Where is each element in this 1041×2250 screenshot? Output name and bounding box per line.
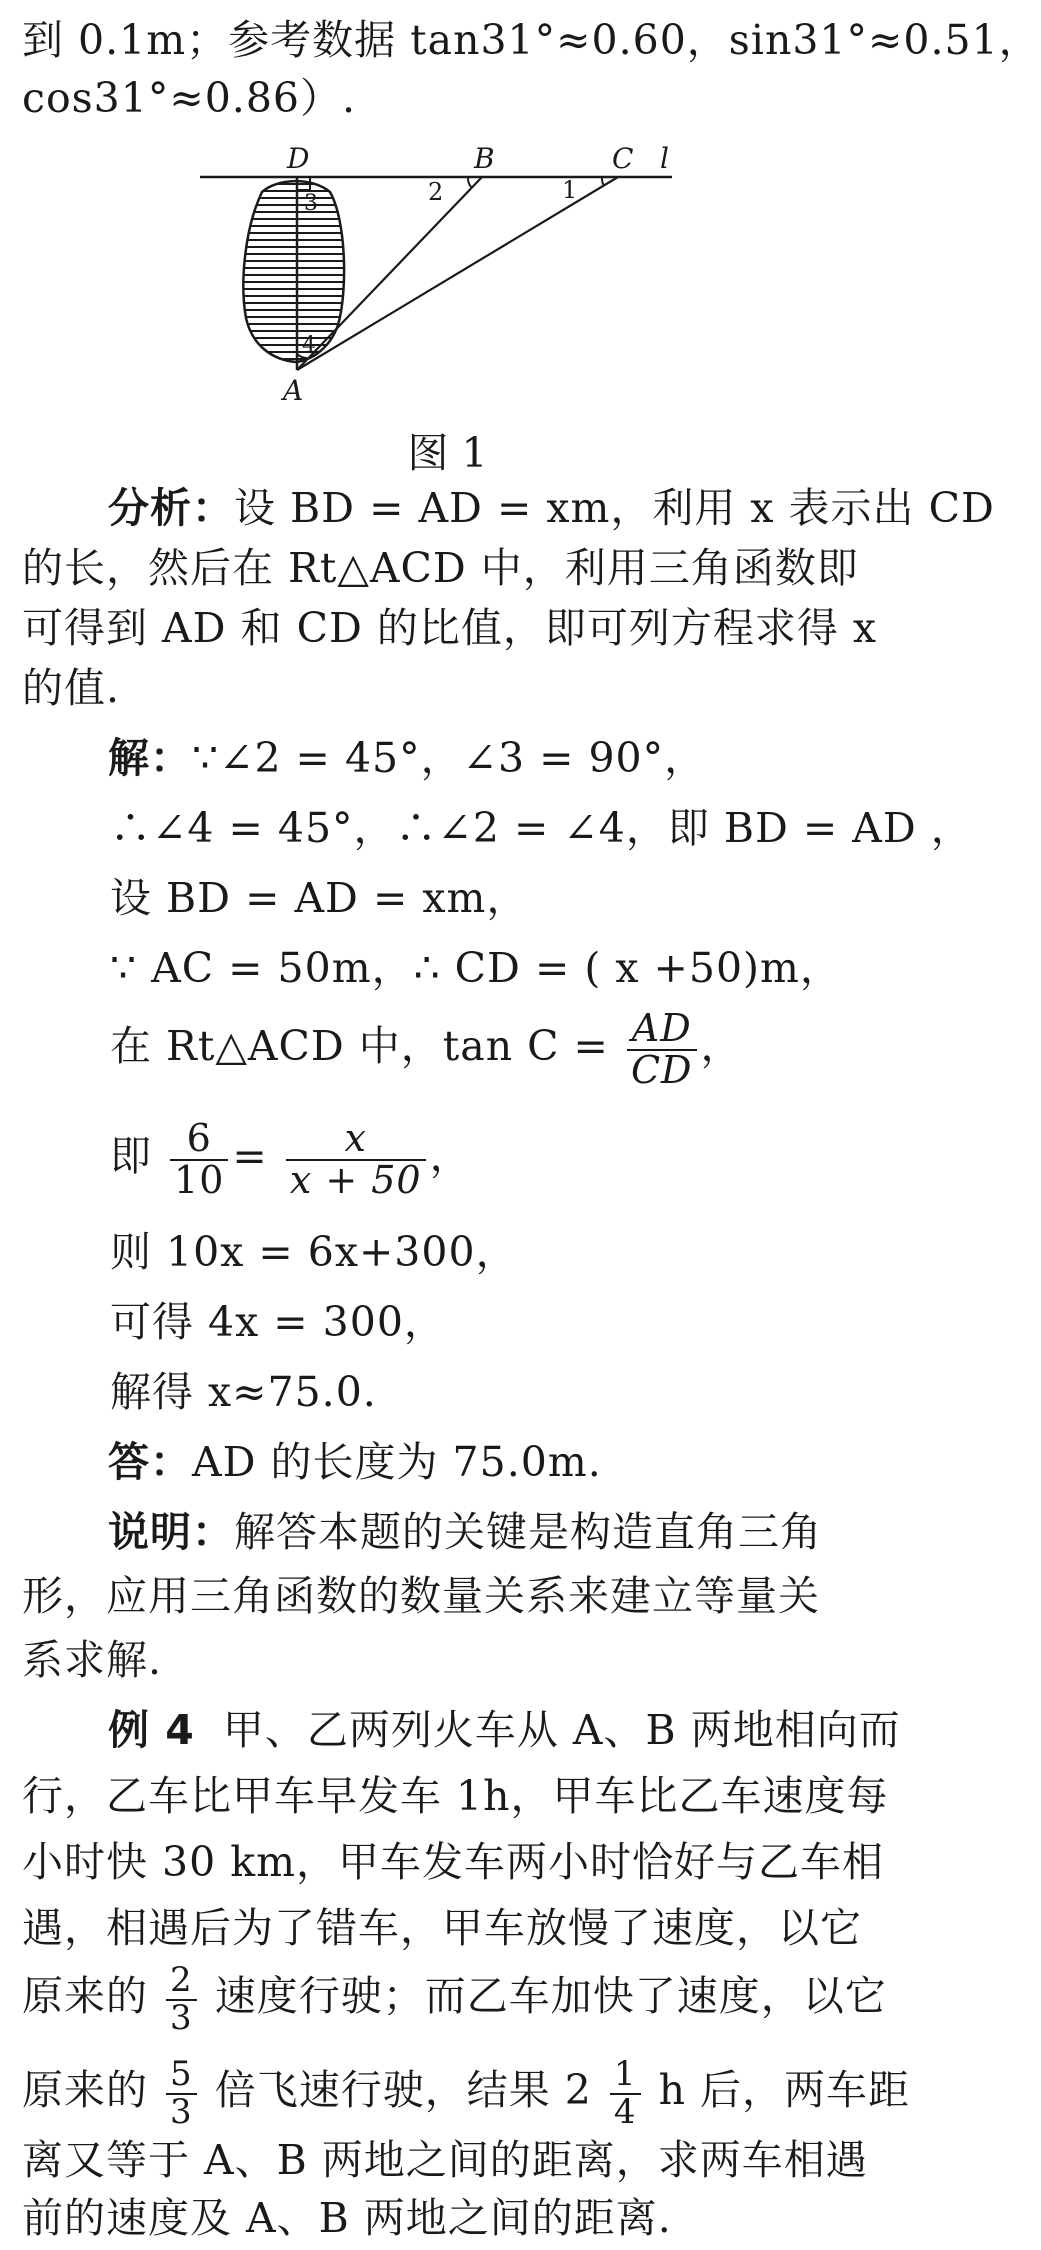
solution-line-3: 设 BD = AD = xm， bbox=[110, 874, 529, 922]
answer-text: AD 的长度为 75.0m. bbox=[192, 1438, 602, 1486]
fraction-5-3-denominator: 3 bbox=[166, 2093, 197, 2131]
note-line-2: 形，应用三角函数的数量关系来建立等量关 bbox=[22, 1572, 820, 1620]
fraction-2-3-denominator: 3 bbox=[166, 1999, 197, 2037]
intro-line-1: 到 0.1m；参考数据 tan31°≈0.60，sin31°≈0.51， bbox=[22, 16, 1041, 64]
label-C: C bbox=[612, 142, 634, 175]
solution-line6-suffix: ， bbox=[429, 1132, 472, 1180]
solution-line6-equals: = bbox=[232, 1132, 268, 1180]
fraction-2-3-numerator: 2 bbox=[170, 1959, 193, 2000]
solution-line-2: ∴∠4 = 45°，∴∠2 = ∠4，即 BD = AD ， bbox=[110, 804, 973, 852]
tan-fraction bbox=[627, 1005, 697, 1092]
fraction-6-10-numerator: 6 bbox=[186, 1115, 212, 1160]
example4-label: 例 4 bbox=[108, 1706, 195, 1754]
tan-fraction-numerator: AD bbox=[631, 1005, 692, 1050]
label-A: A bbox=[283, 374, 304, 407]
example4-line5-prefix: 原来的 bbox=[22, 1972, 148, 2020]
answer-label: 答： bbox=[108, 1438, 192, 1486]
note-line-1 bbox=[108, 1502, 875, 1562]
fraction-1-4-denominator: 4 bbox=[610, 2093, 641, 2131]
solution-line6-prefix: 即 bbox=[110, 1132, 152, 1180]
label-D: D bbox=[287, 142, 310, 175]
example4-line-7: 离又等于 A、B 两地之间的距离，求两车相遇 bbox=[22, 2136, 868, 2184]
fraction-6-10-denominator: 10 bbox=[170, 1159, 228, 1201]
figure-caption: 图 1 bbox=[407, 429, 488, 477]
example4-line-4: 遇，相遇后为了错车，甲车放慢了速度，以它 bbox=[22, 1904, 862, 1952]
example4-line-2: 行，乙车比甲车早发车 1h，甲车比乙车速度每 bbox=[22, 1772, 889, 1820]
fraction-2-3 bbox=[166, 1959, 197, 2038]
note-line-3: 系求解. bbox=[22, 1636, 163, 1684]
example4-line-3: 小时快 30 km，甲车发车两小时恰好与乙车相 bbox=[22, 1838, 884, 1886]
note-text-1: 解答本题的关键是构造直角三角 bbox=[234, 1508, 822, 1556]
example4-text-1: 甲、乙两列火车从 A、B 两地相向而 bbox=[222, 1706, 901, 1754]
label-angle-2: 2 bbox=[428, 178, 444, 206]
analysis-line-4: 的值. bbox=[22, 664, 121, 712]
solution-label: 解： bbox=[108, 734, 192, 782]
angle-1-arc bbox=[602, 177, 604, 186]
example4-line6-suffix: h 后，两车距 bbox=[658, 2066, 911, 2114]
analysis-line-2: 的长，然后在 Rt△ACD 中，利用三角函数即 bbox=[22, 544, 859, 592]
solution-line-9: 解得 x≈75.0. bbox=[110, 1368, 377, 1416]
label-B: B bbox=[474, 142, 495, 175]
fraction-x-numerator: x bbox=[344, 1115, 367, 1160]
solution-line5-suffix: ， bbox=[700, 1022, 743, 1070]
example4-line-6 bbox=[22, 2044, 911, 2136]
fraction-5-3-numerator: 5 bbox=[170, 2053, 193, 2094]
angle-2-arc bbox=[468, 177, 472, 188]
solution-text-1: ∵∠2 = 45°，∠3 = 90°， bbox=[192, 734, 707, 782]
example4-line-8: 前的速度及 A、B 两地之间的距离. bbox=[22, 2194, 672, 2242]
example4-line5-suffix: 速度行驶；而乙车加快了速度，以它 bbox=[214, 1972, 887, 2020]
fraction-5-3 bbox=[166, 2053, 197, 2132]
solution-line-6 bbox=[110, 1110, 875, 1202]
label-angle-4: 4 bbox=[302, 333, 316, 358]
tan-fraction-denominator: CD bbox=[627, 1049, 697, 1091]
solution-line-4: ∵ AC = 50m，∴ CD = ( x +50)m， bbox=[110, 944, 842, 992]
analysis-line-1 bbox=[108, 478, 995, 538]
example4-line-1 bbox=[108, 1700, 901, 1760]
fraction-x-over-x50 bbox=[286, 1115, 426, 1202]
label-l: l bbox=[660, 142, 669, 175]
analysis-text-1: 设 BD = AD = xm，利用 x 表示出 CD bbox=[234, 484, 995, 532]
analysis-line-3: 可得到 AD 和 CD 的比值，即可列方程求得 x bbox=[22, 604, 878, 652]
note-label: 说明： bbox=[108, 1508, 234, 1556]
fraction-1-4-numerator: 1 bbox=[613, 2053, 637, 2094]
solution-line-1 bbox=[108, 728, 875, 788]
geometry-figure bbox=[0, 120, 895, 420]
fraction-1-4 bbox=[610, 2053, 641, 2132]
answer-line bbox=[108, 1432, 875, 1492]
fraction-x-denominator: x + 50 bbox=[286, 1159, 426, 1201]
example4-line6-mid: 倍飞速行驶，结果 2 bbox=[214, 2066, 592, 2114]
analysis-label: 分析： bbox=[108, 484, 234, 532]
solution-line5-prefix: 在 Rt△ACD 中，tan C = bbox=[110, 1022, 609, 1070]
label-angle-1: 1 bbox=[562, 176, 578, 204]
label-angle-3: 3 bbox=[304, 191, 318, 216]
solution-line-5 bbox=[110, 1000, 875, 1092]
solution-line-8: 可得 4x = 300， bbox=[110, 1298, 446, 1346]
solution-line-7: 则 10x = 6x+300， bbox=[110, 1228, 518, 1276]
intro-line-2: cos31°≈0.86）. bbox=[22, 74, 357, 122]
hatched-region bbox=[243, 181, 344, 362]
fraction-6-10 bbox=[170, 1115, 228, 1202]
example4-line6-prefix: 原来的 bbox=[22, 2066, 148, 2114]
example4-line-5 bbox=[22, 1950, 887, 2042]
